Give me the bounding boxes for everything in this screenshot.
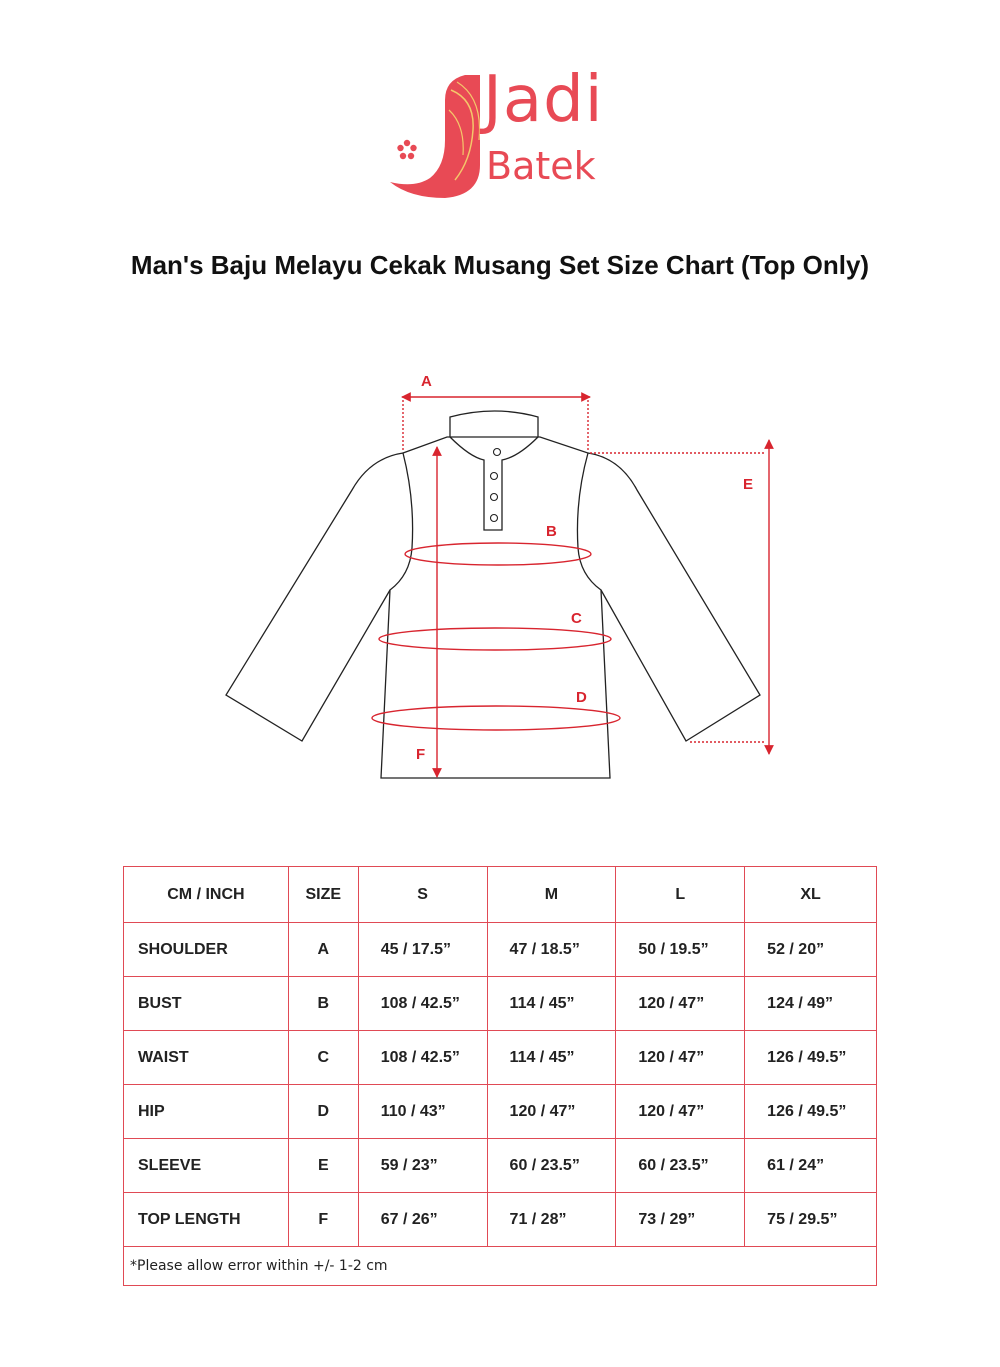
- size-xl-value: 126 / 49.5”: [745, 1031, 877, 1085]
- size-l-value: 73 / 29”: [616, 1193, 745, 1247]
- size-s-value: 45 / 17.5”: [358, 923, 487, 977]
- size-chart-table: [123, 866, 877, 1286]
- measure-name: BUST: [124, 977, 289, 1031]
- label-c: C: [571, 610, 582, 627]
- size-m-value: 114 / 45”: [487, 1031, 616, 1085]
- size-s-value: 110 / 43”: [358, 1085, 487, 1139]
- header-cell: M: [487, 867, 616, 923]
- measure-code: A: [288, 923, 358, 977]
- size-l-value: 50 / 19.5”: [616, 923, 745, 977]
- size-l-value: 60 / 23.5”: [616, 1139, 745, 1193]
- button-2: [491, 473, 498, 480]
- button-3: [491, 494, 498, 501]
- header-cell: S: [358, 867, 487, 923]
- table-row: [124, 1085, 877, 1139]
- button-1: [494, 449, 501, 456]
- label-b: B: [546, 523, 557, 540]
- size-m-value: 114 / 45”: [487, 977, 616, 1031]
- measure-name: HIP: [124, 1085, 289, 1139]
- header-cell: XL: [745, 867, 877, 923]
- measure-code: D: [288, 1085, 358, 1139]
- collar: [450, 411, 538, 437]
- size-m-value: 47 / 18.5”: [487, 923, 616, 977]
- size-s-value: 67 / 26”: [358, 1193, 487, 1247]
- table-note-row: [124, 1247, 877, 1286]
- table-row: [124, 1031, 877, 1085]
- measure-name: TOP LENGTH: [124, 1193, 289, 1247]
- size-m-value: 120 / 47”: [487, 1085, 616, 1139]
- measure-code: B: [288, 977, 358, 1031]
- size-m-value: 71 / 28”: [487, 1193, 616, 1247]
- page-title: Man's Baju Melayu Cekak Musang Set Size Chart (Top Only): [130, 250, 870, 280]
- header-cell: SIZE: [288, 867, 358, 923]
- table-row: [124, 977, 877, 1031]
- bust-ring: [405, 543, 591, 565]
- size-l-value: 120 / 47”: [616, 1031, 745, 1085]
- table-row: [124, 1139, 877, 1193]
- measure-code: F: [288, 1193, 358, 1247]
- brand-name-line2: Batek: [486, 144, 596, 188]
- measure-name: SLEEVE: [124, 1139, 289, 1193]
- measure-code: E: [288, 1139, 358, 1193]
- size-xl-value: 61 / 24”: [745, 1139, 877, 1193]
- size-s-value: 108 / 42.5”: [358, 977, 487, 1031]
- garment-diagram: [0, 360, 1000, 800]
- size-s-value: 108 / 42.5”: [358, 1031, 487, 1085]
- size-l-value: 120 / 47”: [616, 1085, 745, 1139]
- size-xl-value: 52 / 20”: [745, 923, 877, 977]
- table-row: [124, 1193, 877, 1247]
- label-d: D: [576, 689, 587, 706]
- label-e: E: [743, 476, 754, 493]
- size-xl-value: 126 / 49.5”: [745, 1085, 877, 1139]
- measure-name: WAIST: [124, 1031, 289, 1085]
- measure-name: SHOULDER: [124, 923, 289, 977]
- size-s-value: 59 / 23”: [358, 1139, 487, 1193]
- label-f: F: [416, 746, 426, 763]
- waist-ring: [379, 628, 611, 650]
- label-a: A: [421, 373, 432, 390]
- measure-code: C: [288, 1031, 358, 1085]
- table-header-row: [124, 867, 877, 923]
- size-xl-value: 75 / 29.5”: [745, 1193, 877, 1247]
- header-cell: CM / INCH: [124, 867, 289, 923]
- header-cell: L: [616, 867, 745, 923]
- left-sleeve: [226, 453, 403, 741]
- tolerance-note: *Please allow error within +/- 1-2 cm: [124, 1247, 877, 1286]
- right-sleeve: [588, 453, 760, 741]
- brand-name-line1: Jadi: [483, 63, 604, 137]
- table-row: [124, 923, 877, 977]
- hip-ring: [372, 706, 620, 730]
- size-m-value: 60 / 23.5”: [487, 1139, 616, 1193]
- size-l-value: 120 / 47”: [616, 977, 745, 1031]
- size-xl-value: 124 / 49”: [745, 977, 877, 1031]
- button-4: [491, 515, 498, 522]
